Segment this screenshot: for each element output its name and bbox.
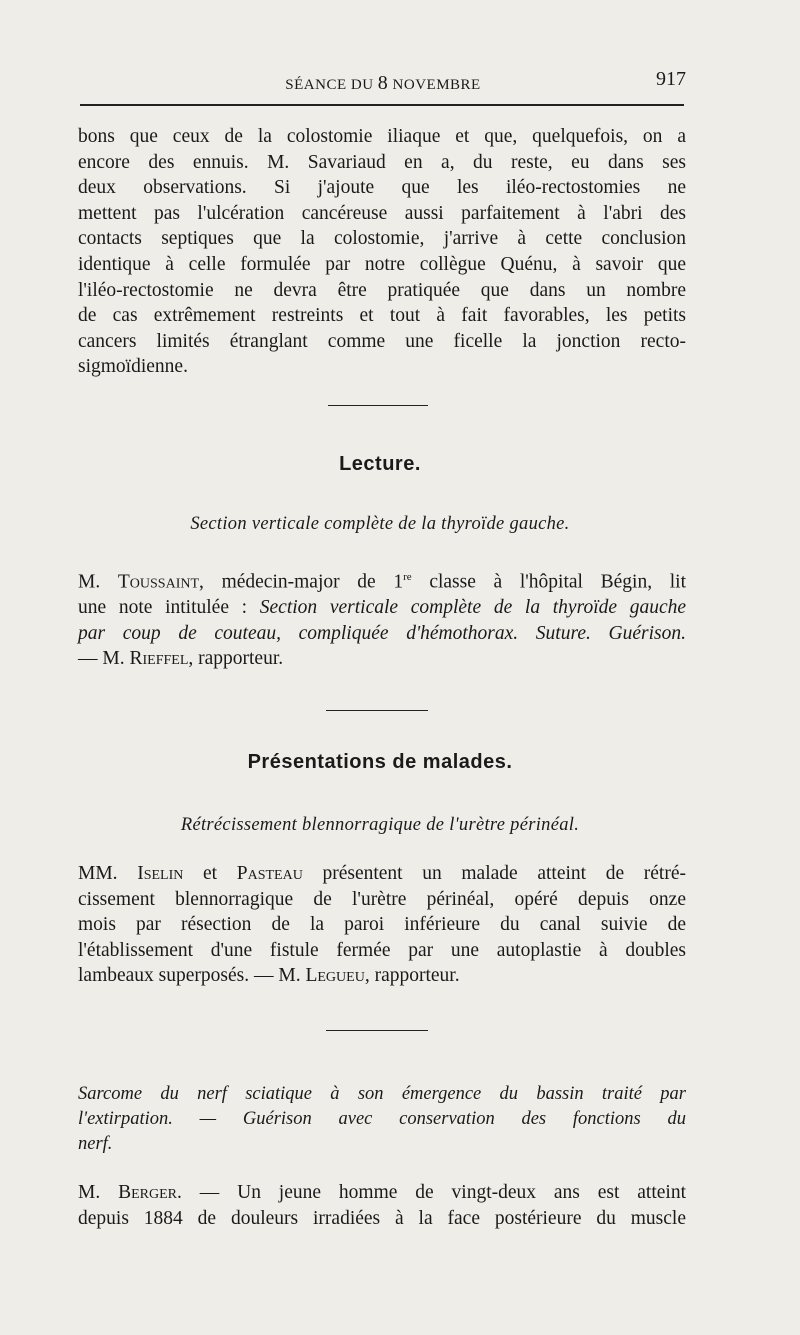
text-line: l'établissement d'une fistule fermée par une autoplastie à doubles xyxy=(78,939,686,961)
header-title xyxy=(80,72,686,95)
text-run: . — Un jeune homme de vingt-deux ans est atteint xyxy=(177,1182,687,1203)
paragraph-sarcome xyxy=(78,1180,686,1231)
paragraph-continuation xyxy=(78,124,686,380)
header-title-post: NOVEMBRE xyxy=(388,77,481,93)
header-rule xyxy=(80,104,684,106)
section-subtitle-lecture: Section verticale complète de la thyroïde gauche. xyxy=(190,514,570,534)
text-run: présentent un malade atteint de rétré- xyxy=(302,863,686,884)
text-line: l'extirpation. — Guérison avec conservation des fonctions du xyxy=(78,1109,686,1129)
text-line: bons que ceux de la colostomie iliaque et que, quelquefois, on a xyxy=(78,126,686,147)
paragraph-lecture xyxy=(78,565,686,672)
header-title-num: 8 xyxy=(377,72,389,94)
text-run: , rapporteur. xyxy=(188,648,284,670)
text-line: sigmoïdienne. xyxy=(78,356,188,378)
text-line xyxy=(78,565,686,595)
text-run: MM. xyxy=(78,863,138,884)
author-name: Berger xyxy=(118,1182,177,1203)
section-heading-lecture: Lecture. xyxy=(339,453,421,475)
text-run: classe à l'hôpital Bégin, lit xyxy=(411,571,687,593)
section-heading-presentations: Présentations de malades. xyxy=(247,751,513,773)
text-line: deux observations. Si j'ajoute que les iléo-rectostomies ne xyxy=(78,177,686,199)
text-line: identique à celle formulée par notre collègue Quénu, à savoir que xyxy=(78,253,686,275)
text-run: , rapporteur. xyxy=(364,965,460,987)
page-number: 917 xyxy=(656,68,686,90)
author-name: Pasteau xyxy=(236,863,303,884)
text-line xyxy=(78,963,686,989)
text-line xyxy=(78,646,686,672)
header-title-pre: SÉANCE DU xyxy=(285,77,378,93)
text-line: nerf. xyxy=(78,1134,113,1154)
text-line: Sarcome du nerf sciatique à son émergence du bassin traité par xyxy=(78,1084,686,1104)
text-run: et xyxy=(183,863,237,884)
text-line xyxy=(78,595,686,621)
text-line: de cas extrêmement restreints et tout à fait favorables, les petits xyxy=(78,305,686,327)
section-subtitle-presentations: Rétrécissement blennorragique de l'urètre périnéal. xyxy=(180,815,580,835)
text-run: une note intitulée : xyxy=(78,597,260,619)
author-name: Iselin xyxy=(137,863,184,884)
text-run-italic: Section verticale complète de la thyroïde gauche xyxy=(259,597,687,619)
text-line xyxy=(78,1180,686,1206)
text-run: , médecin-major de 1 xyxy=(199,571,404,593)
running-header xyxy=(80,68,686,92)
author-name: Toussaint xyxy=(117,571,200,593)
text-line: mettent pas l'ulcération cancéreuse aussi parfaitement à l'abri des xyxy=(78,202,686,224)
text-run: M. xyxy=(78,571,118,593)
author-name: Legueu xyxy=(305,965,365,987)
text-line: mois par résection de la paroi inférieure du canal suivie de xyxy=(78,914,686,936)
text-line: contacts septiques que la colostomie, j'arrive à cette conclusion xyxy=(78,228,686,250)
section-separator xyxy=(326,710,428,711)
text-line: cancers limités étranglant comme une ficelle la jonction recto- xyxy=(78,330,686,352)
text-line: cissement blennorragique de l'urètre périnéal, opéré depuis onze xyxy=(78,888,686,910)
case-title-sarcome xyxy=(78,1082,686,1157)
section-separator xyxy=(326,1030,428,1031)
ordinal-superscript: re xyxy=(403,571,412,583)
section-separator xyxy=(328,405,428,406)
text-line: depuis 1884 de douleurs irradiées à la face postérieure du muscle xyxy=(78,1207,686,1229)
text-line: encore des ennuis. M. Savariaud en a, du reste, eu dans ses xyxy=(78,151,686,173)
text-run: lambeaux superposés. — M. xyxy=(78,965,306,987)
text-line: par coup de couteau, compliquée d'hémothorax. Suture. Guérison. xyxy=(78,622,686,644)
author-name: Rieffel xyxy=(129,648,189,670)
paragraph-presentations xyxy=(78,861,686,989)
text-line: l'iléo-rectostomie ne devra être pratiquée que dans un nombre xyxy=(78,279,686,301)
text-run: M. xyxy=(78,1182,119,1203)
text-line xyxy=(78,861,686,887)
text-run: — M. xyxy=(78,648,130,670)
